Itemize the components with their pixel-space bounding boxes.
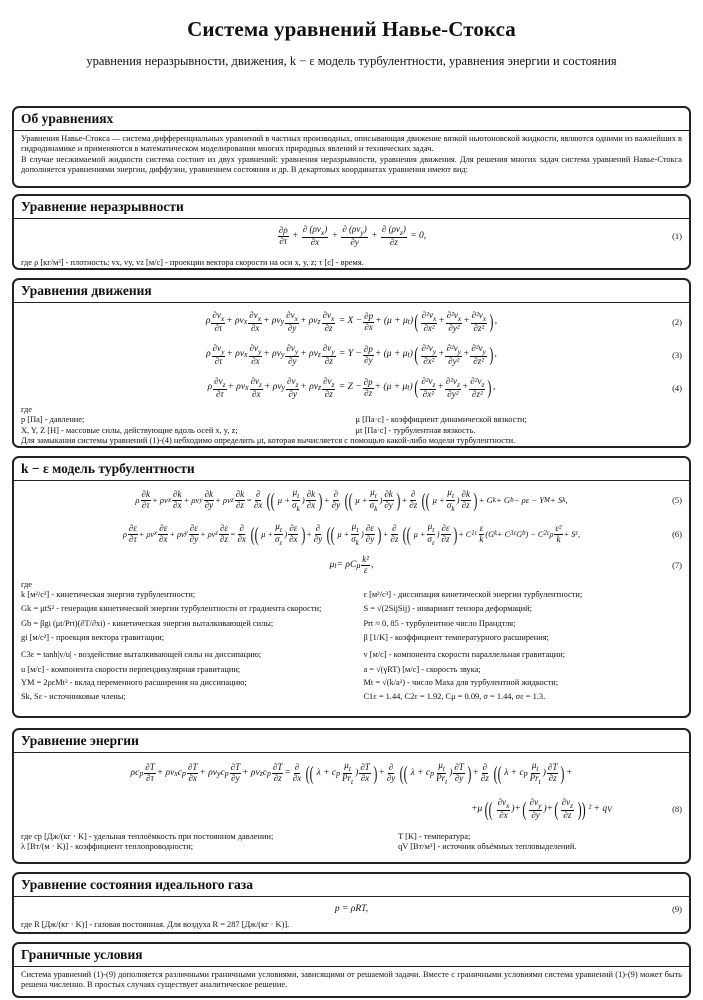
legend-item: gi [м/с²] - проекция вектора гравитации; [21,633,165,643]
energy-legend [21,832,682,853]
turbulence-legend [21,590,682,705]
legend-item: Mt = √(k/a²) - число Маха для турбулентной жидкости; [363,678,559,688]
state-equation: p = ρRT, (9) [334,903,682,915]
legend-item: S = √(2SijSij) - инвариант тензора деформаций; [363,603,532,613]
legend-item: β [1/K] - коэффициент температурного расширения; [363,633,549,643]
continuity-equation: $\frac{\partial\rho}{\partial\tau}$ + $\frac{\partial (\rho v_x)}{\partial x}$ + $\frac{\partial (\rho v_y)}{\partial y}$ + $\frac{\partial (\rho v_z)}{\partial z}$ = 0, (1) [278,224,682,248]
about-paragraph-1: Уравнения Навье-Стокса — система дифференциальных уравнений в частных производных, описывающая движение вязкой ньютоновской жидкости, являются одними из важнейших в гидродинамике и применяются в математическом моделировании многих природных явлений и технических задач. [21,133,682,154]
equation-number-3: (3) [672,349,682,360]
equation-number-5: (5) [672,495,682,506]
legend-item: μ [Па·с] - коэффициент динамической вязкости; [355,415,527,425]
boundary-section [12,942,691,998]
state-heading: Уравнение состояния идеального газа [14,874,689,897]
equation-number-2: (2) [672,316,682,327]
legend-item: ε [м²/с³] - диссипация кинетической энергии турбулентности; [363,590,583,600]
legend-item: v [м/с] - компонента скорости параллельная гравитации; [363,649,566,659]
about-heading: Об уравнениях [14,108,689,131]
motion-equation-x: ρ $\frac{\partial v_x}{\partial\tau}$ + ρv x $\frac{\partial v_x}{\partial x}$ + ρv y $\frac{\partial v_x}{\partial y}$ + ρv z $\frac{\partial v_x}{\partial z}$ = X − $\frac{\partial p}{\partial x}$ + (μ + μ t ) ( $\frac{\partial^2v_x}{\text{∂x²}}$ + $\frac{\partial^2v_x}{\text{∂y²}}$ + $\frac{\partial^2v_x}{\text{∂z²}}$ ) , (2) [205,309,682,334]
legend-item: Gk = μtS² - генерация кинетической энергии турбулентности от градиента скорости; [21,603,322,613]
legend-item: a = √(γRT) [м/с] - скорость звука; [363,664,481,674]
continuity-heading: Уравнение неразрывности [14,196,689,219]
turbulence-equation-k: ρ $\frac{\partial k}{\partial\tau}$ + ρv x $\frac{\partial k}{\partial x}$ + ρv y $\frac{\partial k}{\partial y}$ + ρv z $\frac{\partial k}{\partial z}$ = $\frac{\partial}{\partial x}$ (( μ + $\frac{\mu_t}{\sigma_k}$ ) $\frac{\partial k}{\partial x}$ ) + $\frac{\partial}{\partial y}$ (( μ + $\frac{\mu_t}{\sigma_k}$ ) $\frac{\partial k}{\partial y}$ ) + $\frac{\partial}{\partial z}$ (( μ + $\frac{\mu_t}{\sigma_k}$ ) $\frac{\partial k}{\partial z}$ ) + G k + G b − ρε − Y M + S k , (5) [135,487,682,514]
equation-number-6: (6) [672,529,682,540]
turbulence-where: где [21,579,32,589]
legend-item: YM = 2ρεMt² - вклад переменного расширения на диссипацию; [21,678,247,688]
motion-where: где [21,404,32,414]
legend-item: где cp [Дж/(кг · K] - удельная теплоёмкость при постоянном давлении; [21,831,274,841]
legend-item: qV [Вт/м³] - источник объёмных тепловыделений. [398,842,577,852]
turbulence-heading: k − ε модель турбулентности [14,458,689,481]
legend-item: Sk, Sε - источниковые члены; [21,691,126,701]
legend-item: p [Па] - давление; [21,415,85,425]
energy-equation-line-1: ρc p $\frac{\partial T}{\partial\tau}$ + ρv x c p $\frac{\partial T}{\partial x}$ + ρv y c p $\frac{\partial T}{\partial y}$ + ρv z c p $\frac{\partial T}{\partial z}$ = $\frac{\partial}{\partial x}$ (( λ + c p $\frac{\mu_t}{Pr_t}$ ) $\frac{\partial T}{\partial x}$ ) + $\frac{\partial}{\partial y}$ (( λ + c p $\frac{\mu_t}{Pr_t}$ ) $\frac{\partial T}{\partial y}$ ) + $\frac{\partial}{\partial z}$ (( λ + c p $\frac{\mu_t}{Pr_t}$ ) $\frac{\partial T}{\partial z}$ ) + [130,760,573,787]
legend-item: k [м²/с²] - кинетическая энергия турбулентности; [21,590,196,600]
motion-equation-y: ρ $\frac{\partial v_y}{\partial\tau}$ + ρv x $\frac{\partial v_y}{\partial x}$ + ρv y $\frac{\partial v_y}{\partial y}$ + ρv z $\frac{\partial v_y}{\partial z}$ = Y − $\frac{\partial p}{\partial y}$ + (μ + μ t ) ( $\frac{\partial^2v_y}{\text{∂x²}}$ + $\frac{\partial^2v_y}{\text{∂y²}}$ + $\frac{\partial^2v_y}{\text{∂z²}}$ ) , (3) [206,342,682,367]
motion-legend [21,415,682,436]
energy-equation-line-2: +μ (( $\frac{\partial v_x}{\partial x}$ )+ ( $\frac{\partial v_y}{\partial y}$ )+ ( $\frac{\partial v_z}{\partial z}$ )) ² + q V (8) [471,797,682,821]
turbulence-section [12,456,691,718]
turbulence-equation-epsilon: ρ $\frac{\partial\varepsilon}{\partial\tau}$ + ρv x $\frac{\partial\varepsilon}{\partial x}$ + ρv y $\frac{\partial\varepsilon}{\partial y}$ + ρv z $\frac{\partial\varepsilon}{\partial z}$ = $\frac{\partial}{\partial x}$ (( μ + $\frac{\mu_t}{\sigma_\varepsilon}$ ) $\frac{\partial\varepsilon}{\partial x}$ ) + $\frac{\partial}{\partial y}$ (( μ + $\frac{\mu_t}{\sigma_k}$ ) $\frac{\partial\varepsilon}{\partial y}$ ) + $\frac{\partial}{\partial z}$ (( μ + $\frac{\mu_t}{\sigma_\varepsilon}$ ) $\frac{\partial\varepsilon}{\partial z}$ ) + C 1ε $\frac{\varepsilon}{k}$ (G k + C 3ε G b ) − C 2ε ρ $\frac{\text{ε²}}{k}$ + S ε , (6) [122,521,682,548]
motion-section [12,278,691,448]
legend-item: λ [Вт/(м · K)] - коэффициент теплопроводности; [21,842,194,852]
motion-equation-z: ρ $\frac{\partial v_z}{\partial\tau}$ + ρv x $\frac{\partial v_z}{\partial x}$ + ρv y $\frac{\partial v_z}{\partial y}$ + ρv z $\frac{\partial v_z}{\partial z}$ = Z − $\frac{\partial p}{\partial z}$ + (μ + μ t ) ( $\frac{\partial^2v_z}{\text{∂x²}}$ + $\frac{\partial^2v_z}{\text{∂y²}}$ + $\frac{\partial^2v_z}{\text{∂z²}}$ ) , (4) [207,375,682,400]
boundary-heading: Граничные условия [14,944,689,967]
continuity-section [12,194,691,270]
legend-item: C3ε = tanh|v/u| - воздействие выталкивающей силы на диссипацию; [21,649,262,659]
about-paragraph-2: В случае несжимаемой жидкости система состоит из двух уравнений: уравнения неразрывности, уравнения движения. Для решения многих задач система уравнений Навье-Стокса дополняется уравнениями энергии, диффузии, уравнением состояния и др. В декартовых координатах уравнения имеют вид: [21,154,682,175]
legend-item: Gb = βgi (μt/Prt)(∂T/∂xi) - кинетическая энергия выталкивающей силы; [21,619,274,629]
energy-heading: Уравнение энергии [14,730,689,753]
equation-number-9: (9) [672,904,682,915]
continuity-legend: где ρ [кг/м³] - плотность; vx, vy, vz [м/с] - проекции вектора скорости на оси x, y, z; τ [с] - время. [21,257,364,267]
about-section [12,106,691,188]
equation-number-8: (8) [672,804,682,815]
equation-number-7: (7) [672,560,682,571]
state-section [12,872,691,934]
equation-number-1: (1) [672,231,682,242]
state-legend: где R [Дж/(кг · K)] - газовая постоянная. Для воздуха R = 287 [Дж/(кг · K)]. [21,919,290,929]
legend-item: C1ε = 1.44, C2ε = 1.92, Cμ = 0.09, σ = 1.44, σε = 1.3. [363,691,546,701]
boundary-text: Система уравнений (1)-(9) дополняется различными граничными условиями, зависящими от решаемой задачи. Вместе с граничными условиями система уравнений (1)-(9) может быть решена численно. В простых случаях существует аналитическое решение. [21,969,682,990]
motion-heading: Уравнения движения [14,280,689,303]
page-subtitle: уравнения неразрывности, движения, k − ε модель турбулентности, уравнения энергии и состояния [86,54,617,69]
motion-closure-note: Для замыкания системы уравнений (1)-(4) небходимо определить μt, которая вычисляется с помощью какой-либо модели турбулентности. [21,436,516,446]
equation-number-4: (4) [672,382,682,393]
legend-item: X, Y, Z [Н] - массовые силы, действующие вдоль осей x, y, z; [21,425,238,435]
legend-item: Prt ≈ 0, 85 - турбулентное число Прандтля; [363,619,516,629]
turbulence-equation-mut: μ t = ρC μ $\frac{\text{k²}}{\varepsilon}$ , (7) [329,554,682,576]
legend-item: T [K] - температура; [398,831,471,841]
energy-section [12,728,691,864]
legend-item: μt [Па·с] - турбулентная вязкость. [355,425,476,435]
legend-item: u [м/с] - компонента скорости перпендикулярная гравитации; [21,664,241,674]
page-title: Система уравнений Навье-Стокса [187,17,516,41]
